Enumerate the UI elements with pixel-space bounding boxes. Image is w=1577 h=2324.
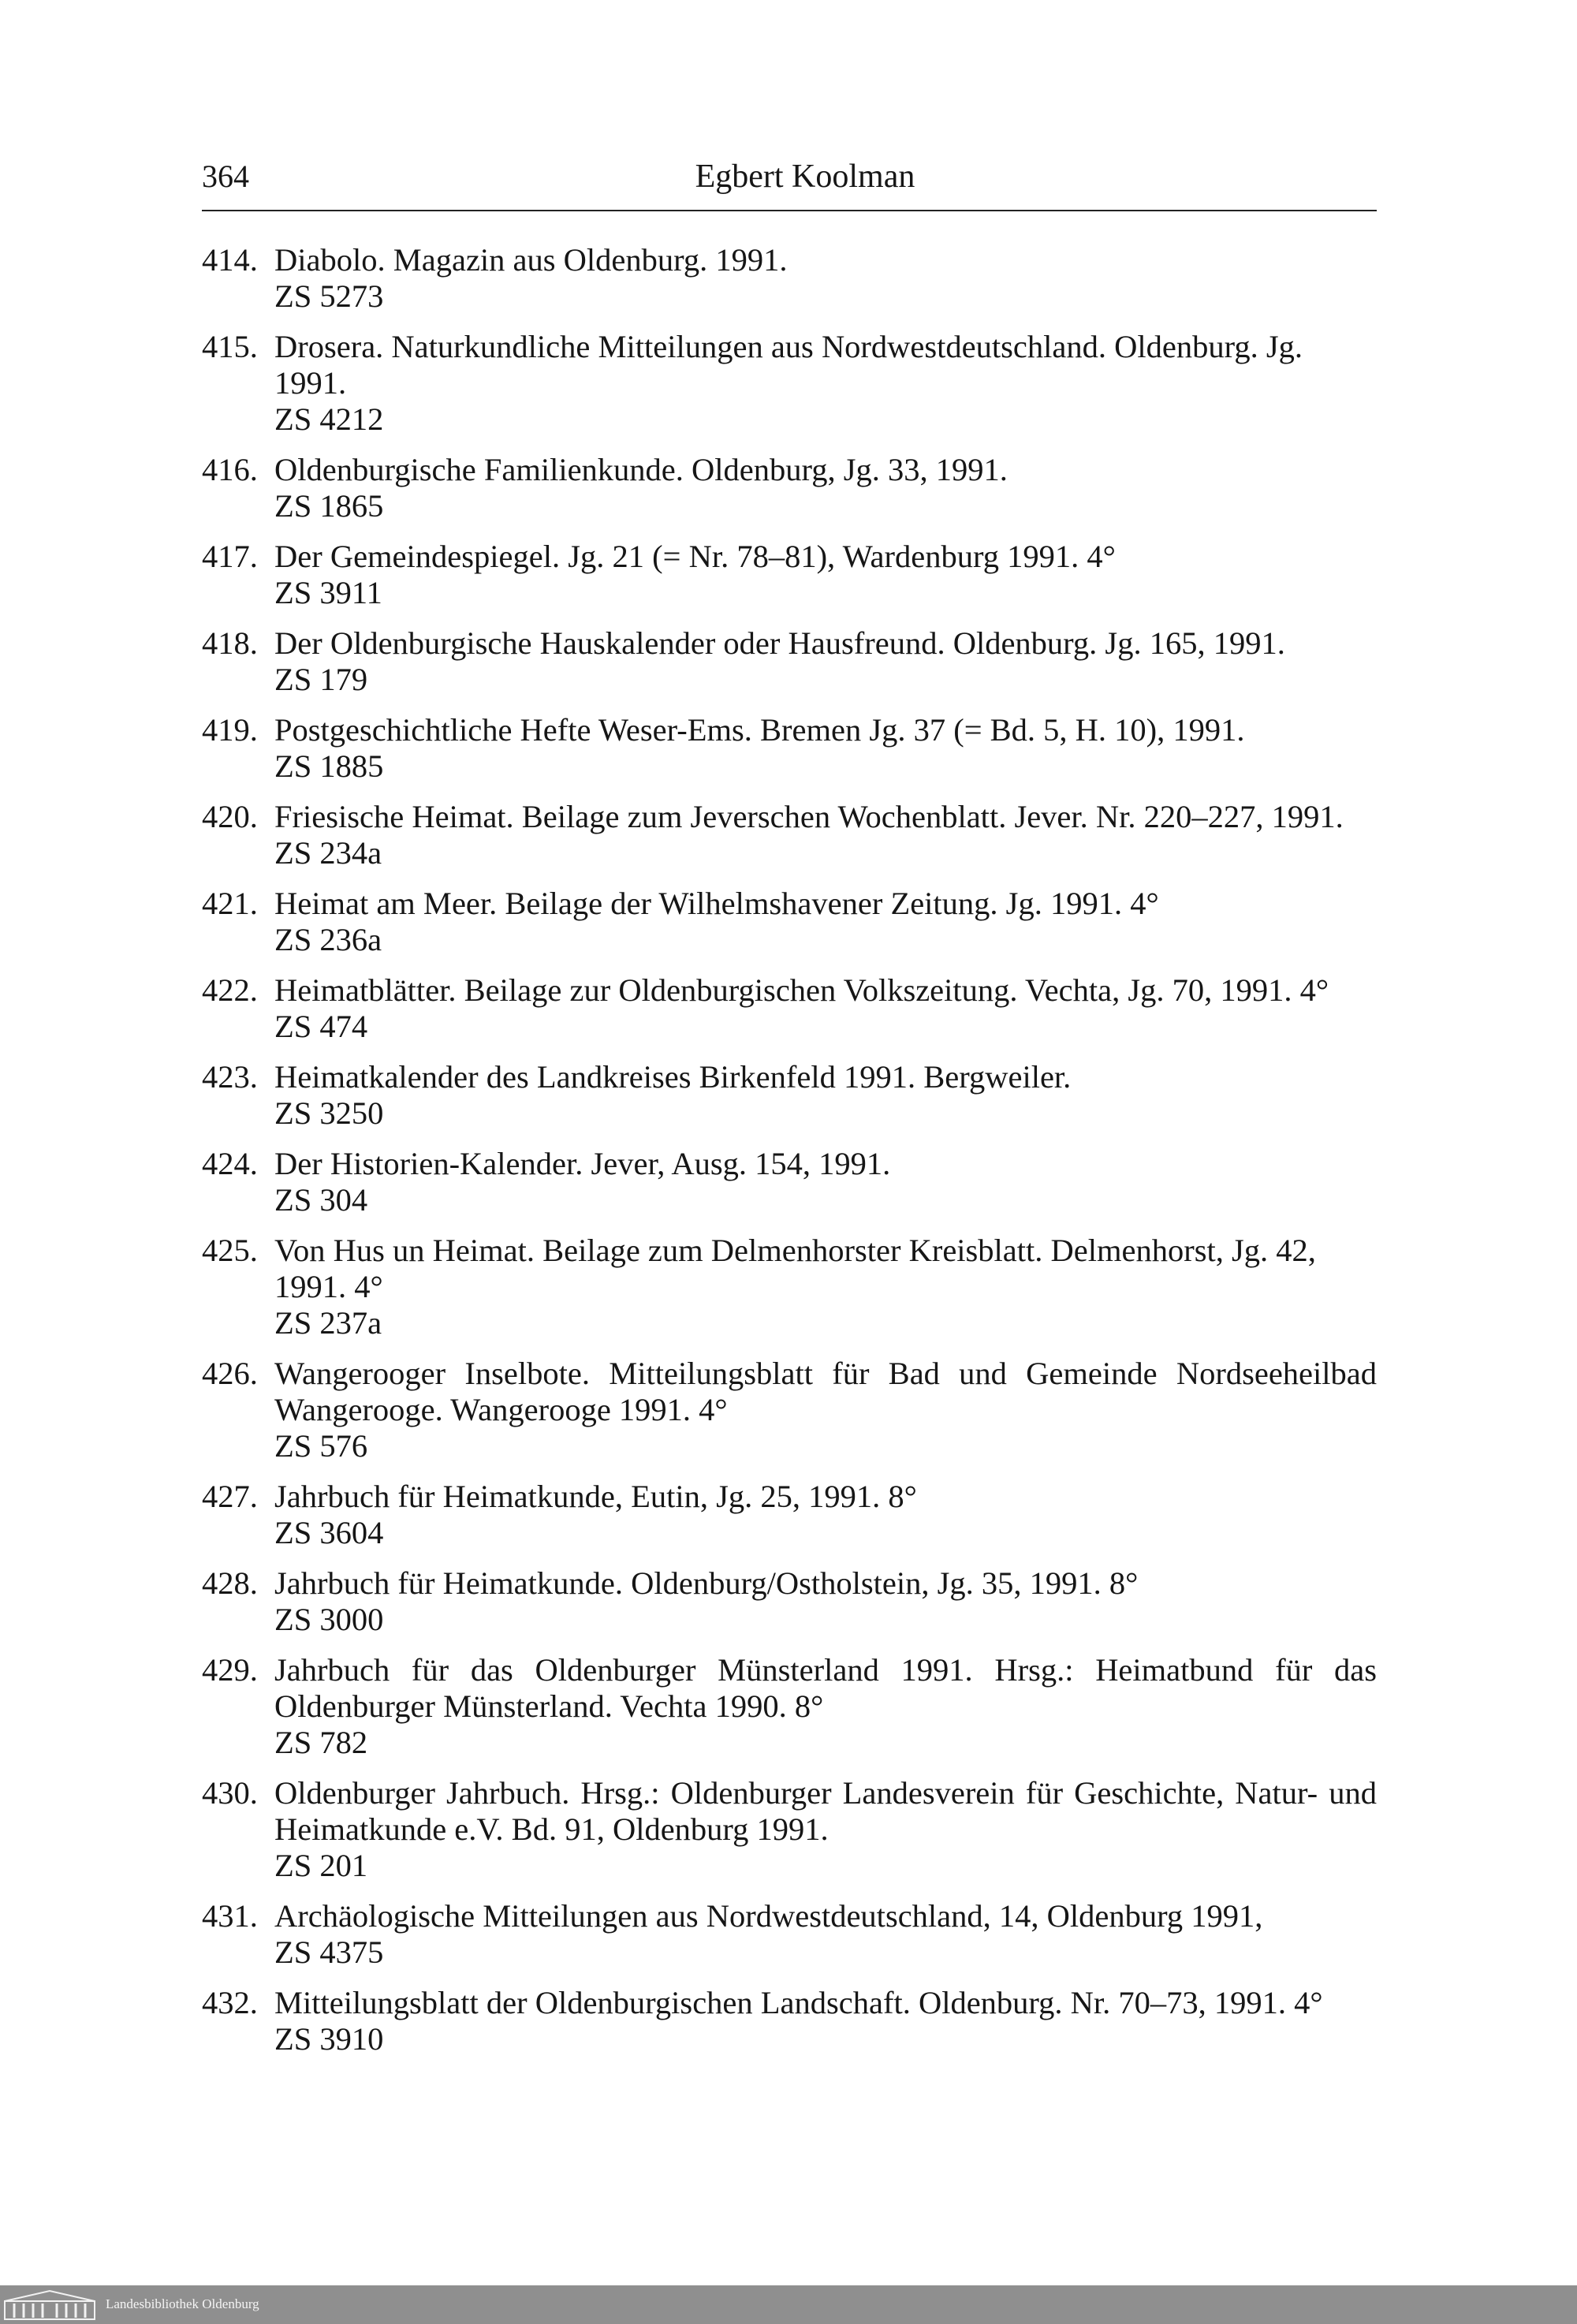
bibliography-entry <box>202 242 1377 315</box>
entry-title: Jahrbuch für Heimatkunde. Oldenburg/Ostholstein, Jg. 35, 1991. 8° <box>274 1565 1139 1601</box>
page-number: 364 <box>202 159 249 194</box>
entry-number: 424. <box>202 1146 258 1181</box>
entry-number: 429. <box>202 1652 258 1688</box>
bibliography-entry <box>202 625 1377 698</box>
entry-signature: ZS 4375 <box>274 1934 384 1970</box>
entry-number: 432. <box>202 1985 258 2020</box>
footer-bar <box>0 2285 1577 2324</box>
entry-title: Heimatkalender des Landkreises Birkenfeld 1991. Bergweiler. <box>274 1059 1072 1095</box>
entry-signature: ZS 201 <box>274 1848 368 1883</box>
entry-number: 418. <box>202 625 258 661</box>
bibliography-entry <box>202 1356 1377 1464</box>
bibliography-entry <box>202 1479 1377 1551</box>
entry-title: Wangerooger Inselbote. Mitteilungsblatt für Bad und Gemeinde Nordseeheilbad Wangerooge. Wangerooge 1991. 4° <box>274 1356 1377 1427</box>
entry-title: Mitteilungsblatt der Oldenburgischen Landschaft. Oldenburg. Nr. 70–73, 1991. 4° <box>274 1985 1323 2020</box>
bibliography-entry <box>202 1652 1377 1761</box>
bibliography-entry <box>202 712 1377 785</box>
bibliography-entry <box>202 1985 1377 2057</box>
entry-title: Von Hus un Heimat. Beilage zum Delmenhorster Kreisblatt. Delmenhorst, Jg. 42, 1991. 4° <box>274 1233 1316 1304</box>
bibliography-list <box>202 242 1377 2072</box>
entry-signature: ZS 3910 <box>274 2021 384 2057</box>
entry-signature: ZS 3604 <box>274 1515 384 1550</box>
entry-signature: ZS 3250 <box>274 1095 384 1131</box>
entry-title: Archäologische Mitteilungen aus Nordwestdeutschland, 14, Oldenburg 1991, <box>274 1898 1263 1934</box>
entry-title: Heimatblätter. Beilage zur Oldenburgischen Volkszeitung. Vechta, Jg. 70, 1991. 4° <box>274 972 1329 1008</box>
entry-title: Der Gemeindespiegel. Jg. 21 (= Nr. 78–81), Wardenburg 1991. 4° <box>274 539 1116 574</box>
bibliography-entry <box>202 1898 1377 1971</box>
entry-number: 428. <box>202 1565 258 1601</box>
entry-signature: ZS 179 <box>274 662 368 697</box>
entry-number: 425. <box>202 1233 258 1268</box>
entry-signature: ZS 5273 <box>274 278 384 314</box>
bibliography-entry <box>202 1775 1377 1884</box>
bibliography-entry <box>202 329 1377 438</box>
entry-title: Friesische Heimat. Beilage zum Jeverschen Wochenblatt. Jever. Nr. 220–227, 1991. <box>274 799 1344 834</box>
entry-signature: ZS 4212 <box>274 401 384 437</box>
entry-signature: ZS 782 <box>274 1725 368 1760</box>
bibliography-entry <box>202 799 1377 871</box>
entry-number: 416. <box>202 452 258 487</box>
bibliography-entry <box>202 1059 1377 1132</box>
entry-number: 422. <box>202 972 258 1008</box>
bibliography-entry <box>202 886 1377 958</box>
entry-number: 417. <box>202 539 258 574</box>
entry-signature: ZS 576 <box>274 1428 368 1464</box>
entry-title: Der Historien-Kalender. Jever, Ausg. 154, 1991. <box>274 1146 891 1181</box>
entry-title: Der Oldenburgische Hauskalender oder Hausfreund. Oldenburg. Jg. 165, 1991. <box>274 625 1285 661</box>
entry-title: Postgeschichtliche Hefte Weser-Ems. Bremen Jg. 37 (= Bd. 5, H. 10), 1991. <box>274 712 1245 748</box>
entry-signature: ZS 304 <box>274 1182 368 1218</box>
entry-number: 420. <box>202 799 258 834</box>
entry-signature: ZS 1865 <box>274 488 384 524</box>
entry-signature: ZS 3911 <box>274 575 382 610</box>
library-building-icon <box>3 2289 96 2321</box>
page-header <box>202 155 1377 211</box>
entry-signature: ZS 3000 <box>274 1602 384 1637</box>
entry-title: Diabolo. Magazin aus Oldenburg. 1991. <box>274 242 788 278</box>
entry-signature: ZS 236a <box>274 922 382 957</box>
entry-title: Oldenburgische Familienkunde. Oldenburg, Jg. 33, 1991. <box>274 452 1008 487</box>
entry-title: Drosera. Naturkundliche Mitteilungen aus Nordwestdeutschland. Oldenburg. Jg. 1991. <box>274 329 1303 401</box>
running-head-author: Egbert Koolman <box>695 159 915 195</box>
bibliography-entry <box>202 1146 1377 1218</box>
entry-title: Jahrbuch für Heimatkunde, Eutin, Jg. 25, 1991. 8° <box>274 1479 917 1514</box>
entry-signature: ZS 234a <box>274 835 382 871</box>
bibliography-entry <box>202 452 1377 524</box>
entry-number: 426. <box>202 1356 258 1391</box>
entry-number: 421. <box>202 886 258 921</box>
entry-title: Heimat am Meer. Beilage der Wilhelmshavener Zeitung. Jg. 1991. 4° <box>274 886 1159 921</box>
entry-number: 415. <box>202 329 258 364</box>
library-name: Landesbibliothek Oldenburg <box>106 2296 259 2311</box>
entry-signature: ZS 1885 <box>274 748 384 784</box>
entry-number: 431. <box>202 1898 258 1934</box>
entry-number: 419. <box>202 712 258 748</box>
bibliography-entry <box>202 972 1377 1045</box>
entry-signature: ZS 474 <box>274 1009 368 1044</box>
entry-title: Oldenburger Jahrbuch. Hrsg.: Oldenburger Landesverein für Geschichte, Natur- und Heimatkunde e.V. Bd. 91, Oldenburg 1991. <box>274 1775 1377 1847</box>
entry-number: 427. <box>202 1479 258 1514</box>
entry-title: Jahrbuch für das Oldenburger Münsterland 1991. Hrsg.: Heimatbund für das Oldenburger Münsterland. Vechta 1990. 8° <box>274 1652 1377 1724</box>
entry-number: 423. <box>202 1059 258 1095</box>
entry-number: 414. <box>202 242 258 278</box>
entry-number: 430. <box>202 1775 258 1811</box>
bibliography-entry <box>202 1233 1377 1341</box>
bibliography-entry <box>202 1565 1377 1638</box>
bibliography-entry <box>202 539 1377 611</box>
entry-signature: ZS 237a <box>274 1305 382 1341</box>
